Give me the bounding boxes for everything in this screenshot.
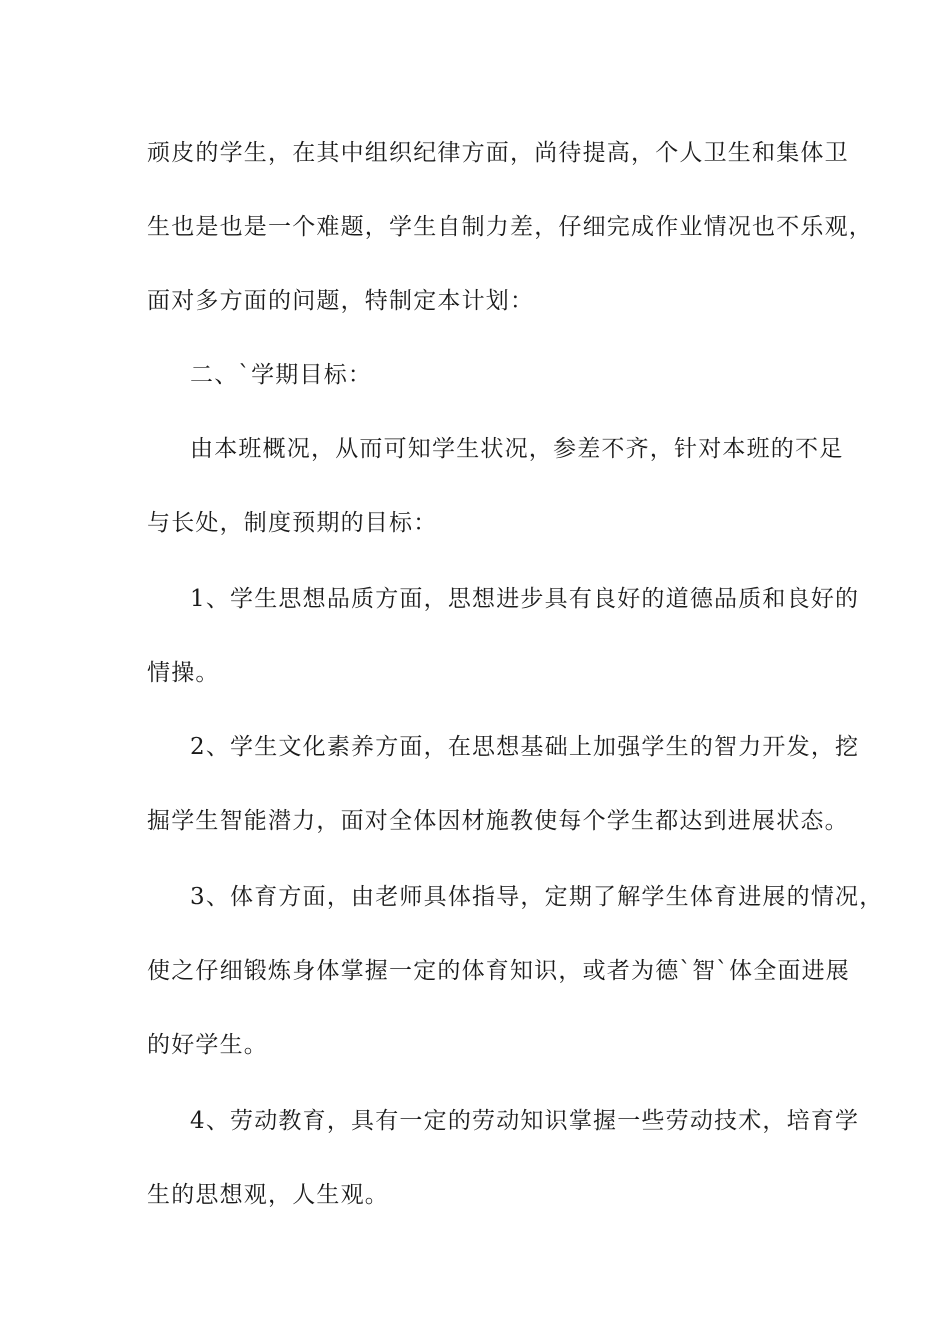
list-item-4: 4、劳动教育，具有一定的劳动知识掌握一些劳动技术，培育学	[190, 1108, 860, 1134]
text-line: 面对多方面的问题，特制定本计划：	[147, 288, 535, 314]
list-item-3: 3、体育方面，由老师具体指导，定期了解学生体育进展的情况，	[190, 884, 884, 910]
text-line: 掘学生智能潜力，面对全体因材施教使每个学生都达到进展状态。	[147, 808, 849, 834]
text-line: 由本班概况，从而可知学生状况，参差不齐，针对本班的不足	[190, 436, 844, 462]
text-line: 与长处，制度预期的目标：	[147, 510, 438, 536]
text-line: 使之仔细锻炼身体掌握一定的体育知识，或者为德`智`体全面进展	[147, 958, 850, 984]
list-item-1: 1、学生思想品质方面，思想进步具有良好的道德品质和良好的	[190, 586, 860, 612]
text-line: 顽皮的学生，在其中组织纪律方面，尚待提高，个人卫生和集体卫	[147, 140, 849, 166]
text-line: 情操。	[147, 660, 220, 686]
section-heading: 二、`学期目标：	[190, 362, 373, 388]
text-line: 生的思想观，人生观。	[147, 1182, 389, 1208]
list-item-2: 2、学生文化素养方面，在思想基础上加强学生的智力开发，挖	[190, 734, 860, 760]
text-line: 生也是也是一个难题，学生自制力差，仔细完成作业情况也不乐观，	[147, 214, 873, 240]
text-line: 的好学生。	[147, 1032, 268, 1058]
